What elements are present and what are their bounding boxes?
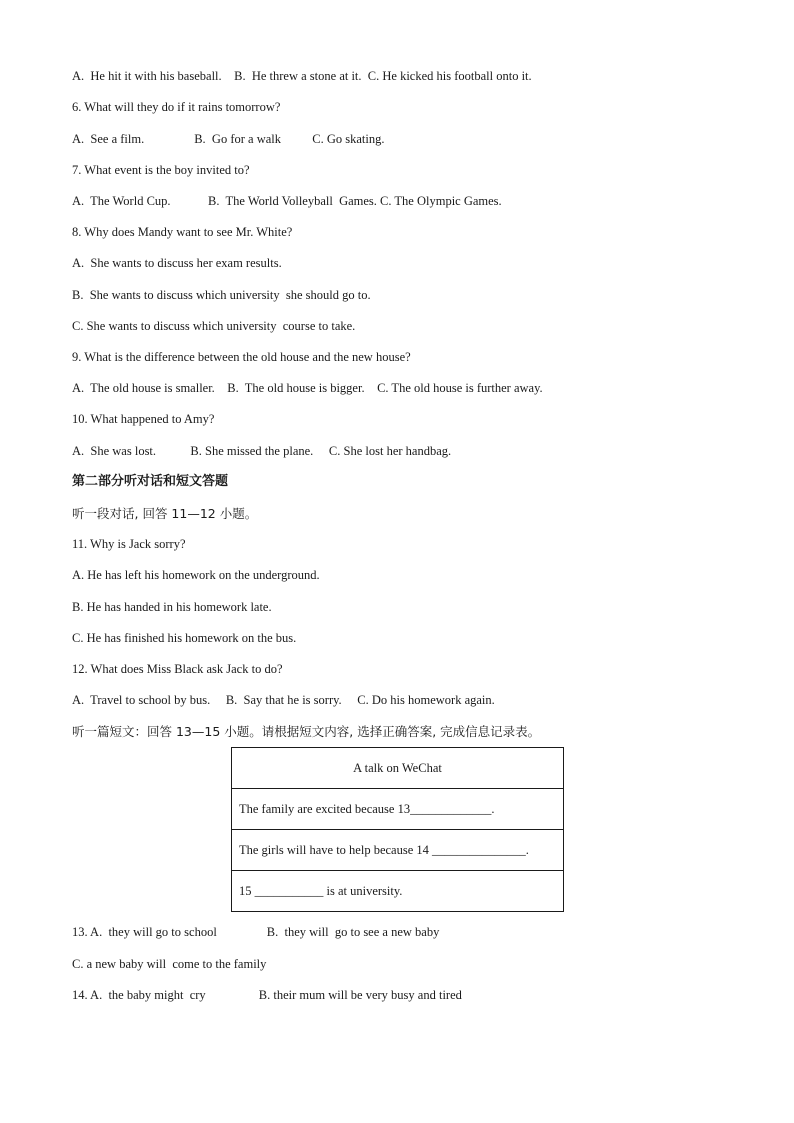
question-10: 10. What happened to Amy? xyxy=(72,412,215,426)
question-11-option-c: C. He has finished his homework on the bus. xyxy=(72,631,297,645)
table-cell-15: 15 ___________ is at university. xyxy=(232,871,564,912)
question-12-options: A. Travel to school by bus. B. Say that he is sorry. C. Do his homework again. xyxy=(72,693,495,707)
question-5-options: A. He hit it with his baseball. B. He threw a stone at it. C. He kicked his football onto it. xyxy=(72,69,532,83)
question-13-option-c: C. a new baby will come to the family xyxy=(72,957,267,971)
question-9: 9. What is the difference between the old house and the new house? xyxy=(72,350,411,364)
question-13-options-ab: 13. A. they will go to school B. they will go to see a new baby xyxy=(72,925,440,939)
question-6-options: A. See a film. B. Go for a walk C. Go skating. xyxy=(72,132,385,146)
instruction-passage: 听一篇短文：回答 13—15 小题。请根据短文内容, 选择正确答案, 完成信息记录表。 xyxy=(72,724,541,739)
table-cell-14: The girls will have to help because 14 _______________. xyxy=(232,830,564,871)
question-8-option-c: C. She wants to discuss which university course to take. xyxy=(72,319,356,333)
question-6: 6. What will they do if it rains tomorrow? xyxy=(72,100,281,114)
question-8-option-b: B. She wants to discuss which university she should go to. xyxy=(72,288,371,302)
question-10-options: A. She was lost. B. She missed the plane. C. She lost her handbag. xyxy=(72,444,452,458)
table-row xyxy=(232,871,564,912)
section-heading: 第二部分听对话和短文答题 xyxy=(72,474,229,489)
table-row xyxy=(232,789,564,830)
table-row xyxy=(232,830,564,871)
question-7: 7. What event is the boy invited to? xyxy=(72,163,250,177)
question-8: 8. Why does Mandy want to see Mr. White? xyxy=(72,225,293,239)
question-8-option-a: A. She wants to discuss her exam results. xyxy=(72,256,282,270)
question-11-option-b: B. He has handed in his homework late. xyxy=(72,600,272,614)
table-row xyxy=(232,748,564,789)
question-12: 12. What does Miss Black ask Jack to do? xyxy=(72,662,283,676)
question-9-options: A. The old house is smaller. B. The old house is bigger. C. The old house is further away. xyxy=(72,381,543,395)
question-11: 11. Why is Jack sorry? xyxy=(72,537,186,551)
question-11-option-a: A. He has left his homework on the underground. xyxy=(72,568,320,582)
info-record-table xyxy=(231,747,564,912)
question-7-options: A. The World Cup. B. The World Volleyball Games. C. The Olympic Games. xyxy=(72,194,502,208)
table-cell-13: The family are excited because 13_____________. xyxy=(232,789,564,830)
instruction-dialogue: 听一段对话, 回答 11—12 小题。 xyxy=(72,506,258,521)
question-14-options-ab: 14. A. the baby might cry B. their mum will be very busy and tired xyxy=(72,988,462,1002)
table-title: A talk on WeChat xyxy=(232,748,564,789)
